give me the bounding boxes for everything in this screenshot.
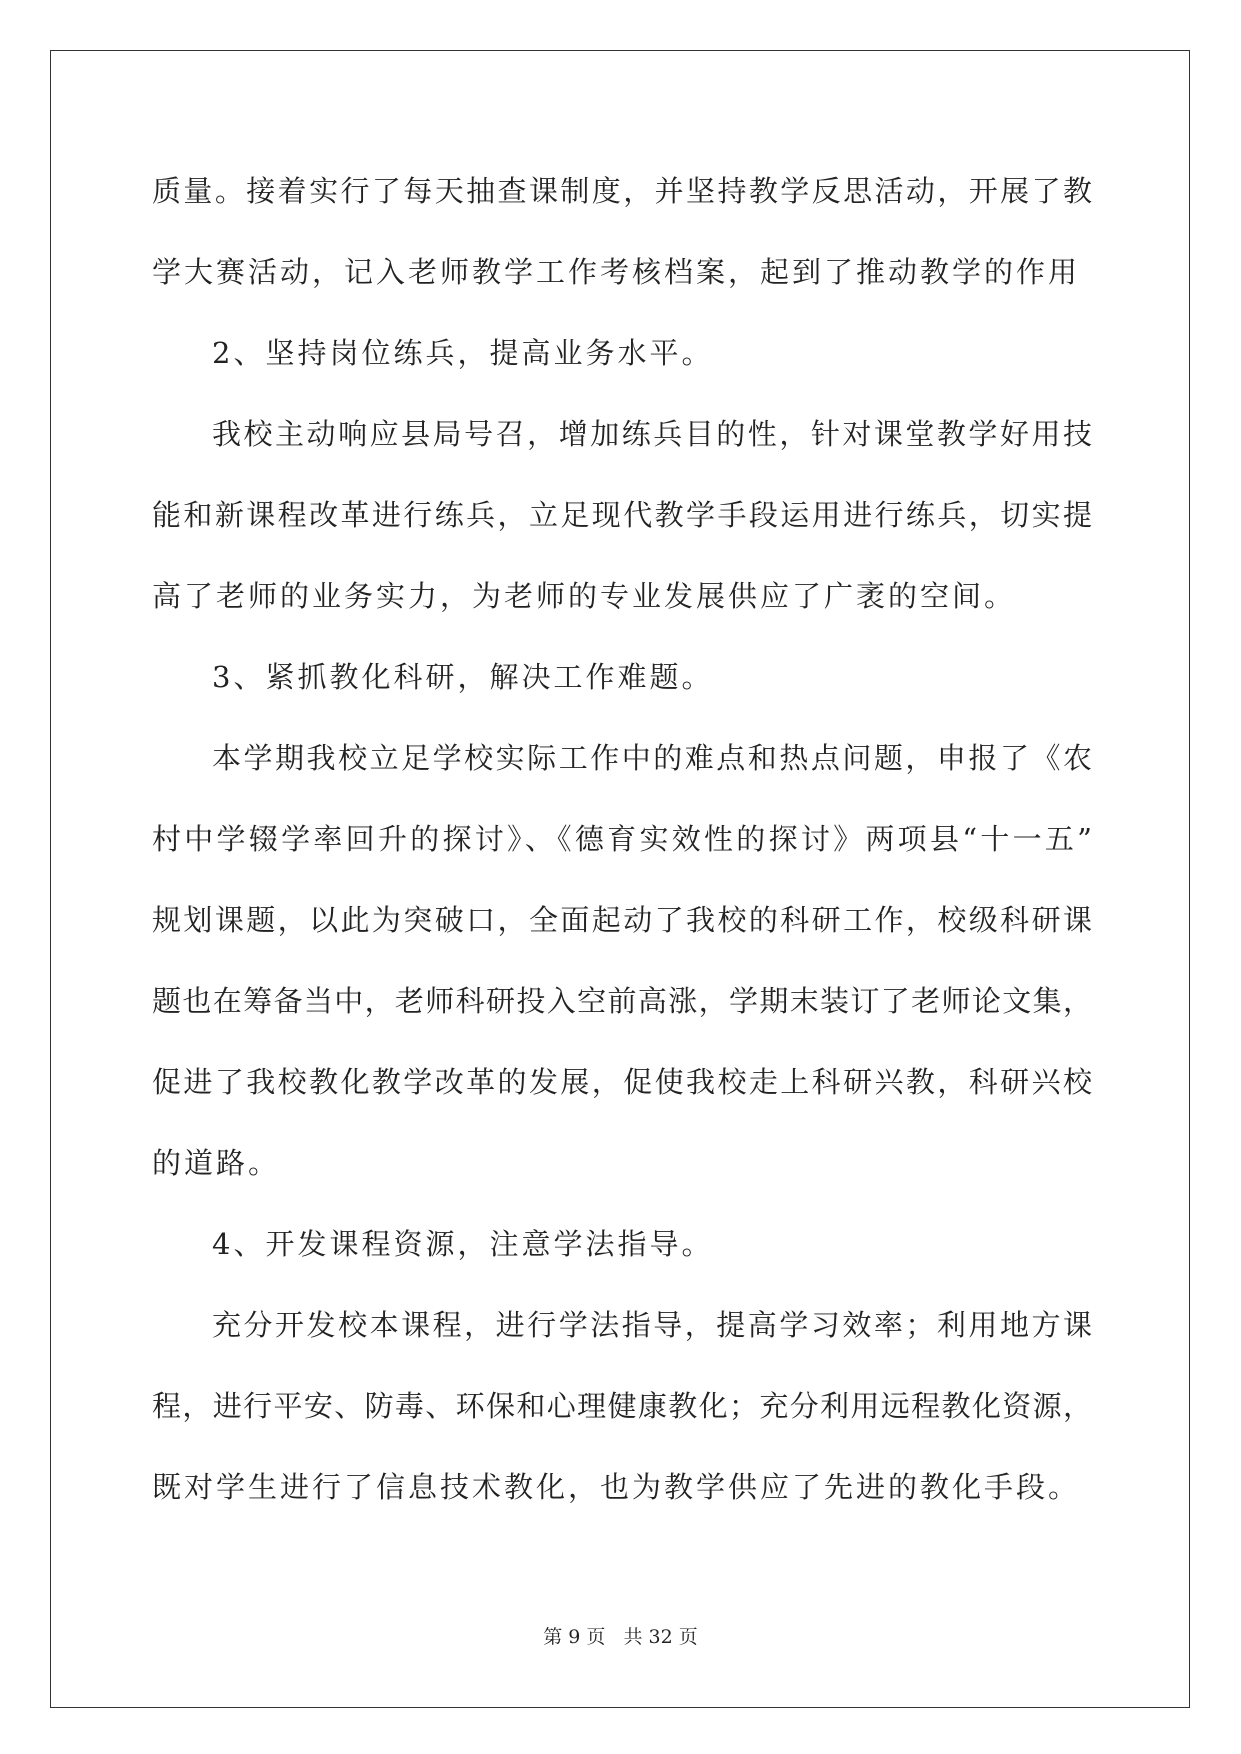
body-line: 学大赛活动，记入老师教学工作考核档案，起到了推动教学的作用: [152, 255, 1081, 289]
body-line: 我校主动响应县局号召，增加练兵目的性，针对课堂教学好用技: [212, 417, 1092, 451]
body-line: 村中学辍学率回升的探讨》、《德育实效性的探讨》两项县“十一五”: [152, 822, 1092, 856]
body-line: 规划课题，以此为突破口，全面起动了我校的科研工作，校级科研课: [152, 903, 1092, 937]
section-heading: 4、开发课程资源，注意学法指导。: [212, 1227, 714, 1261]
page-number-footer: 第 9 页 共 32 页: [543, 1626, 698, 1648]
section-heading: 3、紧抓教化科研，解决工作难题。: [212, 660, 714, 694]
section-heading: 2、坚持岗位练兵，提高业务水平。: [212, 336, 714, 370]
body-line: 充分开发校本课程，进行学法指导，提高学习效率；利用地方课: [212, 1308, 1092, 1342]
body-line: 能和新课程改革进行练兵，立足现代教学手段运用进行练兵，切实提: [152, 498, 1092, 532]
body-line: 高了老师的业务实力，为老师的专业发展供应了广袤的空间。: [152, 579, 1017, 613]
body-line: 促进了我校教化教学改革的发展，促使我校走上科研兴教，科研兴校: [152, 1065, 1092, 1099]
body-line: 本学期我校立足学校实际工作中的难点和热点问题，申报了《农: [212, 741, 1092, 775]
body-line: 的道路。: [152, 1146, 281, 1180]
body-line: 程，进行平安、防毒、环保和心理健康教化；充分利用远程教化资源，: [152, 1389, 1092, 1423]
document-body: [152, 164, 1092, 1541]
body-line: 题也在筹备当中，老师科研投入空前高涨，学期末装订了老师论文集，: [152, 984, 1092, 1018]
body-line: 既对学生进行了信息技术教化，也为教学供应了先进的教化手段。: [152, 1470, 1081, 1504]
body-line: 质量。接着实行了每天抽查课制度，并坚持教学反思活动，开展了教: [152, 174, 1092, 208]
